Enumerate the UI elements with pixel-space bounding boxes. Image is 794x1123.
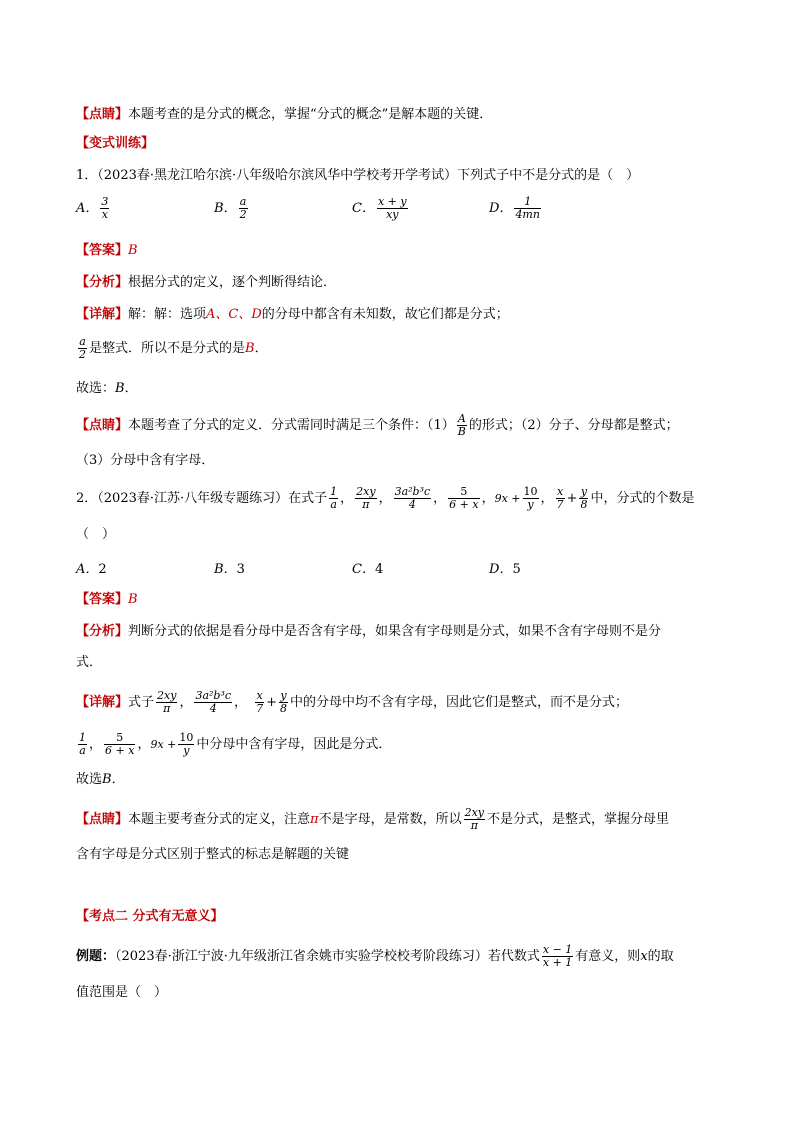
note-line: 【点睛】本题考查的是分式的概念，掌握“分式的概念”是解本题的关键． — [76, 107, 493, 122]
q2-option-c: C．4 — [352, 562, 384, 577]
q2-choose: 故选B． — [76, 772, 125, 787]
q2-stem-2: （ ） — [76, 527, 116, 542]
q2-detail-2: $\frac{1}{a}$ ， $\frac{5}{6 + x}$ ，9x + $\frac{10}{y}$ 中分母中含有字母，因此是分式． — [79, 731, 392, 757]
q1-choose: 故选：B． — [76, 381, 138, 396]
q2-answer: 【答案】B — [76, 592, 138, 607]
q2-note-2: 含有字母是分式区别于整式的标志是解题的关键 — [76, 847, 350, 862]
q1-option-c: C． $\frac{x + y}{xy}$ — [352, 195, 407, 221]
q2-option-a: A．2 — [76, 562, 107, 577]
variant-title: 【变式训练】 — [76, 136, 155, 151]
q1-analysis: 【分析】根据分式的定义，逐个判断得结论． — [76, 275, 337, 290]
q2-analysis: 【分析】判断分式的依据是看分母中是否含有字母，如果含有字母则是分式，如果不含有字母则不是分 — [76, 624, 662, 639]
q1-stem: 1．（2023春·黑龙江哈尔滨·八年级哈尔滨风华中学校考开学考试）下列式子中不是分式的是（ ） — [76, 168, 640, 183]
q2-option-b: B．3 — [214, 562, 245, 577]
q1-option-d: D． $\frac{1}{4mn}$ — [489, 195, 540, 221]
q1-note: 【点睛】本题考查了分式的定义．分式需同时满足三个条件：（1） $\frac{A}{B}$ 的形式；（2）分子、分母都是整式； — [76, 412, 679, 438]
example-stem-2: 值范围是（ ） — [76, 985, 168, 1000]
q2-stem: 2．（2023春·江苏·八年级专题练习）在式子 $\frac{1}{a}$ ， $\frac{2xy}{\pi}$ ， $\frac{\text{3a²b³c}}{4}$ ， $\frac{5}{6 + x}$ ，9x + $\frac{10}{y}$ ， $\frac{x}{7}$ + $\frac{y}{8}$ 中，分式的个数是 — [76, 485, 695, 511]
q1-detail: 【详解】解：解：选项A、C、D的分母中都含有未知数，故它们都是分式； — [76, 307, 509, 322]
q1-detail-2: $\frac{a}{2}$ 是整式．所以不是分式的是B． — [79, 335, 268, 361]
q2-analysis-2: 式． — [76, 655, 103, 670]
q1-answer: 【答案】B — [76, 243, 138, 258]
q1-option-a: A． $\frac{3}{x}$ — [76, 195, 109, 221]
q1-option-b: B． $\frac{a}{2}$ — [214, 195, 247, 221]
example-stem: 例题：（2023春·浙江宁波·九年级浙江省余姚市实验学校校考阶段练习）若代数式 $\frac{x - 1}{x + 1}$ 有意义，则x的取 — [76, 943, 674, 969]
section-title: 【考点二 分式有无意义】 — [76, 909, 224, 924]
q2-note: 【点睛】本题主要考查分式的定义，注意π不是字母，是常数，所以 $\frac{2xy}{\pi}$ 不是分式，是整式，掌握分母里 — [76, 806, 670, 832]
q1-note-2: （3）分母中含有字母． — [76, 453, 215, 468]
q2-option-d: D．5 — [489, 562, 521, 577]
q2-detail: 【详解】式子 $\frac{2xy}{\pi}$ ， $\frac{\text{3a²b³c}}{4}$ ， $\frac{x}{7}$ + $\frac{y}{8}$ 中的分母中均不含有字母，因此它们是整式，而不是分式； — [76, 689, 628, 715]
